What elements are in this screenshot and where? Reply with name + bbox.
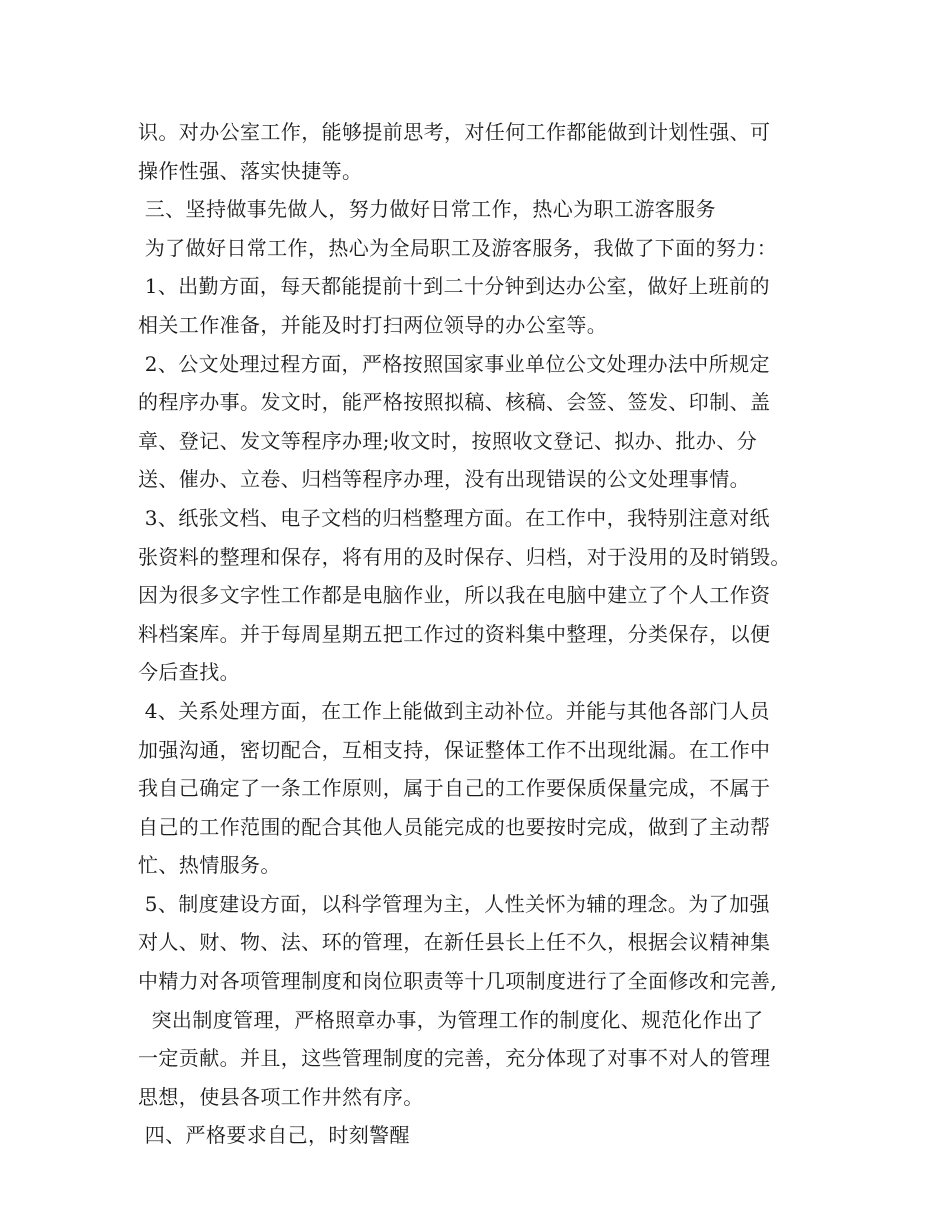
list-item: 5、制度建设方面，以科学管理为主，人性关怀为辅的理念。为了加强 [138, 891, 770, 916]
text-line: 忙、热情服务。 [138, 853, 281, 878]
document-body [138, 113, 828, 1155]
text-line: 思想，使县各项工作井然有序。 [138, 1084, 424, 1109]
text-line: 今后查找。 [138, 660, 240, 685]
text-line: 相关工作准备，并能及时打扫两位领导的办公室等。 [138, 312, 608, 337]
text-line: 自己的工作范围的配合其他人员能完成的也要按时完成，做到了主动帮 [138, 814, 771, 839]
list-item: 4、关系处理方面，在工作上能做到主动补位。并能与其他各部门人员 [138, 698, 770, 723]
text-line: 章、登记、发文等程序办理;收文时，按照收文登记、拟办、批办、分 [138, 428, 758, 453]
section-heading: 四、严格要求自己，时刻警醒 [138, 1123, 410, 1148]
text-line: 识。对办公室工作，能够提前思考，对任何工作都能做到计划性强、可 [138, 120, 771, 144]
text-line: 加强沟通，密切配合，互相支持，保证整体工作不出现纰漏。在工作中 [138, 737, 771, 762]
text-line: 我自己确定了一条工作原则，属于自己的工作要保质保量完成，不属于 [138, 776, 771, 801]
section-heading: 三、坚持做事先做人，努力做好日常工作，热心为职工游客服务 [138, 197, 716, 222]
text-line: 突出制度管理，严格照章办事，为管理工作的制度化、规范化作出了 [138, 1007, 764, 1032]
text-line: 送、催办、立卷、归档等程序办理，没有出现错误的公文处理事情。 [138, 467, 750, 492]
text-line: 料档案库。并于每周星期五把工作过的资料集中整理，分类保存，以便 [138, 621, 771, 646]
text-line: 的程序办事。发文时，能严格按照拟稿、核稿、会签、签发、印制、盖 [138, 390, 771, 415]
text-line: 操作性强、落实快捷等。 [138, 158, 363, 183]
list-item: 2、公文处理过程方面，严格按照国家事业单位公文处理办法中所规定 [138, 351, 770, 376]
text-line: 为了做好日常工作，热心为全局职工及游客服务，我做了下面的努力： [138, 235, 778, 260]
text-line: 张资料的整理和保存，将有用的及时保存、归档，对于没用的及时销毁。 [138, 544, 791, 569]
list-item: 3、纸张文档、电子文档的归档整理方面。在工作中，我特别注意对纸 [138, 505, 770, 530]
text-line: 因为很多文字性工作都是电脑作业，所以我在电脑中建立了个人工作资 [138, 583, 771, 608]
text-line: 对人、财、物、法、环的管理，在新任县长上任不久，根据会议精神集 [138, 930, 771, 955]
text-line: 中精力对各项管理制度和岗位职责等十几项制度进行了全面修改和完善, [138, 969, 778, 994]
list-item: 1、出勤方面，每天都能提前十到二十分钟到达办公室，做好上班前的 [138, 274, 770, 299]
text-line: 一定贡献。并且，这些管理制度的完善，充分体现了对事不对人的管理 [138, 1046, 771, 1071]
